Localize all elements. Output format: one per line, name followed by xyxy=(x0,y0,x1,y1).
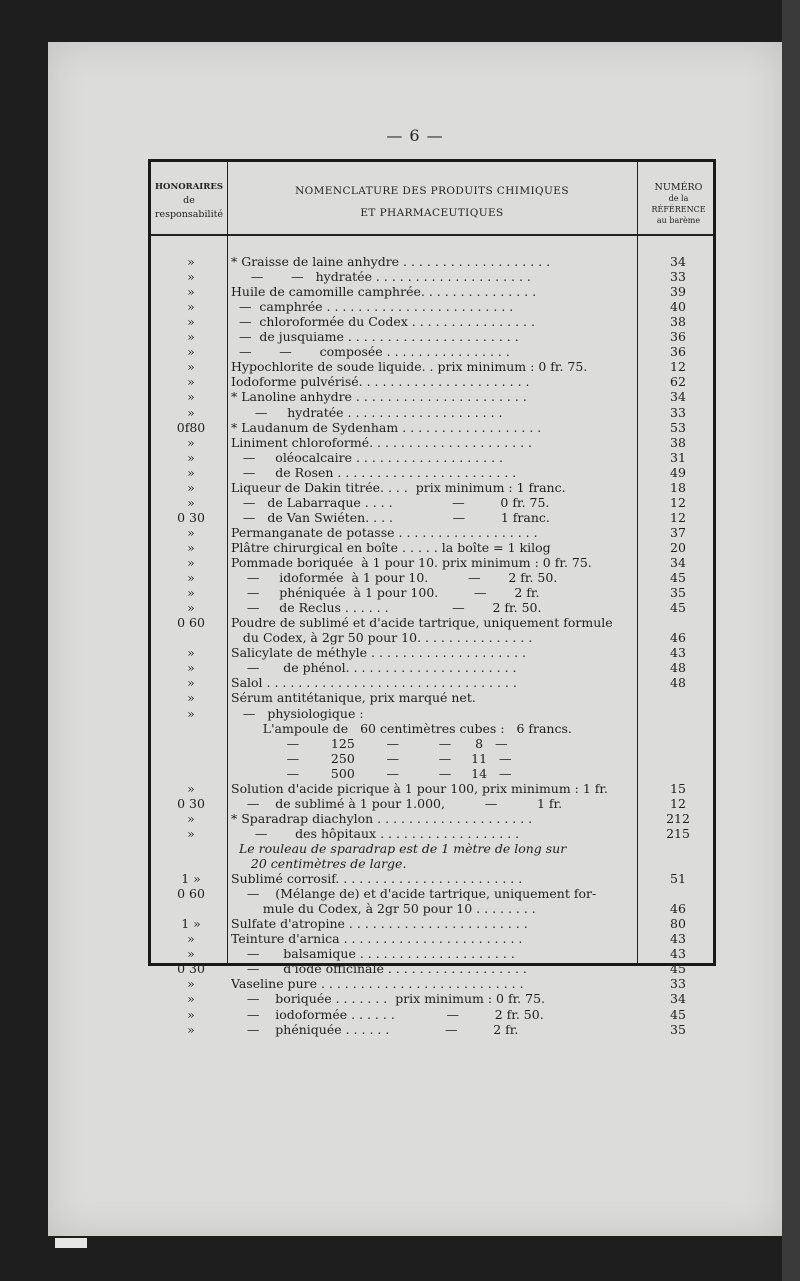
table-row xyxy=(151,796,713,811)
fee-cell: » xyxy=(187,494,195,510)
reference-cell: 35 xyxy=(670,1021,686,1037)
fee-cell: 0 30 xyxy=(177,509,205,525)
fee-cell: » xyxy=(187,389,195,405)
table-row xyxy=(151,660,713,675)
table-row xyxy=(151,871,713,886)
reference-cell: 48 xyxy=(670,660,686,676)
header-reference xyxy=(638,182,719,226)
fee-cell: » xyxy=(187,314,195,330)
reference-cell: 43 xyxy=(670,931,686,947)
fee-cell: » xyxy=(187,374,195,390)
reference-cell: 31 xyxy=(670,449,686,465)
reference-cell: 212 xyxy=(666,810,690,826)
reference-cell: 34 xyxy=(670,389,686,405)
product-cell: Liniment chloroformé. . . . . . . . . . . . . . . . . . . . . xyxy=(231,434,533,450)
fee-cell: 1 » xyxy=(181,871,201,887)
product-cell: — 125 — — 8 — xyxy=(231,735,508,751)
product-cell: — de Labarraque . . . . — 0 fr. 75. xyxy=(231,494,550,510)
product-cell: — phéniquée . . . . . . — 2 fr. xyxy=(231,1021,519,1037)
fee-cell: » xyxy=(187,449,195,465)
fee-cell: » xyxy=(187,359,195,375)
table-row xyxy=(151,314,713,329)
product-cell: Sulfate d'atropine . . . . . . . . . . . . . . . . . . . . . . . xyxy=(231,916,528,932)
reference-cell: 36 xyxy=(670,344,686,360)
reference-cell: 12 xyxy=(670,359,686,375)
reference-cell: 36 xyxy=(670,329,686,345)
product-cell: Teinture d'arnica . . . . . . . . . . . . . . . . . . . . . . . xyxy=(231,931,523,947)
header-reference-line3: RÉFÉRENCE xyxy=(651,205,706,214)
fee-cell: » xyxy=(187,404,195,420)
product-cell: — phéniquée à 1 pour 100. — 2 fr. xyxy=(231,585,540,601)
reference-cell: 215 xyxy=(666,825,690,841)
header-nomenclature xyxy=(231,180,633,224)
product-cell: — boriquée . . . . . . . prix minimum : 0 fr. 75. xyxy=(231,991,546,1007)
reference-cell: 34 xyxy=(670,555,686,570)
product-cell: — de Reclus . . . . . . — 2 fr. 50. xyxy=(231,600,542,616)
reference-cell: 33 xyxy=(670,976,686,992)
table-row xyxy=(151,1007,713,1022)
product-cell: — des hôpitaux . . . . . . . . . . . . . . . . . . xyxy=(231,825,520,841)
fee-cell: » xyxy=(187,539,195,555)
fee-cell: » xyxy=(187,675,195,691)
table-row xyxy=(151,570,713,585)
fee-cell: » xyxy=(187,780,195,796)
table-row xyxy=(151,841,713,856)
header-reference-line2: de la xyxy=(668,194,689,203)
product-cell: — camphrée . . . . . . . . . . . . . . . . . . . . . . . . xyxy=(231,299,514,315)
product-cell: — de Van Swiéten. . . . — 1 franc. xyxy=(231,509,550,525)
table-row xyxy=(151,359,713,374)
product-cell: Poudre de sublimé et d'acide tartrique, uniquement formule xyxy=(231,615,613,631)
product-cell: — de sublimé à 1 pour 1.000, — 1 fr. xyxy=(231,795,563,811)
reference-cell: 43 xyxy=(670,645,686,661)
reference-cell: 38 xyxy=(670,434,686,450)
product-cell: Plâtre chirurgical en boîte . . . . . la boîte = 1 kilog xyxy=(231,539,551,555)
table-row xyxy=(151,405,713,420)
table-row xyxy=(151,901,713,916)
product-cell: — — hydratée . . . . . . . . . . . . . . . . . . . . xyxy=(231,269,531,285)
fee-cell: » xyxy=(187,825,195,841)
header-fees xyxy=(151,180,227,222)
product-cell: — idoformée à 1 pour 10. — 2 fr. 50. xyxy=(231,570,558,586)
reference-cell: 53 xyxy=(670,419,686,435)
table-row xyxy=(151,284,713,299)
table-row xyxy=(151,690,713,705)
product-cell: — physiologique : xyxy=(231,705,364,721)
fee-cell: 0 60 xyxy=(177,615,205,631)
product-cell: Salicylate de méthyle . . . . . . . . . . . . . . . . . . . . xyxy=(231,645,527,661)
product-cell: L'ampoule de 60 centimètres cubes : 6 francs. xyxy=(231,720,572,736)
fee-cell: 0f80 xyxy=(176,419,206,435)
product-cell: Salol . . . . . . . . . . . . . . . . . . . . . . . . . . . . . . . . xyxy=(231,675,517,691)
table-row xyxy=(151,510,713,525)
reference-cell: 15 xyxy=(670,780,686,796)
product-cell: — 250 — — 11 — xyxy=(231,750,512,766)
product-cell: — de jusquiame . . . . . . . . . . . . . . . . . . . . . . xyxy=(231,329,519,345)
table-row xyxy=(151,976,713,991)
product-cell: * Laudanum de Sydenham . . . . . . . . . . . . . . . . . . xyxy=(231,419,542,435)
fee-cell: » xyxy=(187,464,195,480)
fee-cell: » xyxy=(187,524,195,540)
reference-cell: 33 xyxy=(670,269,686,285)
reference-cell: 12 xyxy=(670,509,686,525)
fee-cell: » xyxy=(187,991,195,1007)
fee-cell: 0 30 xyxy=(177,961,205,977)
fee-cell: 1 » xyxy=(181,916,201,932)
reference-cell: 12 xyxy=(670,494,686,510)
fee-cell: » xyxy=(187,269,195,285)
table-row xyxy=(151,706,713,721)
reference-cell: 33 xyxy=(670,404,686,420)
product-cell: — de Rosen . . . . . . . . . . . . . . . . . . . . . . . xyxy=(231,464,517,480)
table-row xyxy=(151,480,713,495)
fee-cell: » xyxy=(187,946,195,962)
fee-cell: » xyxy=(187,254,195,269)
product-cell: Sérum antitétanique, prix marqué net. xyxy=(231,690,476,706)
product-cell: — — composée . . . . . . . . . . . . . . . . xyxy=(231,344,510,360)
product-cell: — oléocalcaire . . . . . . . . . . . . . . . . . . . xyxy=(231,449,503,465)
product-cell: — iodoformée . . . . . . — 2 fr. 50. xyxy=(231,1006,544,1022)
background-edge xyxy=(782,0,800,1281)
table-row xyxy=(151,630,713,645)
header-nomenclature-line2: ET PHARMACEUTIQUES xyxy=(360,207,504,219)
fee-cell: 0 60 xyxy=(177,886,205,902)
reference-cell: 38 xyxy=(670,314,686,330)
table-row xyxy=(151,254,713,269)
document-page xyxy=(48,42,782,1236)
header-reference-line1: NUMÉRO xyxy=(654,182,703,193)
reference-cell: 37 xyxy=(670,524,686,540)
table-row xyxy=(151,811,713,826)
fee-cell: 0 30 xyxy=(177,795,205,811)
product-cell: Huile de camomille camphrée. . . . . . . . . . . . . . . xyxy=(231,284,537,300)
table-row xyxy=(151,991,713,1006)
product-cell: Pommade boriquée à 1 pour 10. prix minimum : 0 fr. 75. xyxy=(231,555,592,570)
fee-cell: » xyxy=(187,645,195,661)
header-fees-sub1: de xyxy=(183,195,195,206)
table-row xyxy=(151,450,713,465)
reference-cell: 20 xyxy=(670,539,686,555)
table-row xyxy=(151,751,713,766)
table-row xyxy=(151,615,713,630)
fee-cell: » xyxy=(187,600,195,616)
product-cell: du Codex, à 2gr 50 pour 10. . . . . . . . . . . . . . . xyxy=(231,630,533,646)
price-table xyxy=(148,159,716,1037)
table-row xyxy=(151,856,713,871)
fee-cell: » xyxy=(187,479,195,495)
product-cell: Solution d'acide picrique à 1 pour 100, prix minimum : 1 fr. xyxy=(231,780,608,796)
table-row xyxy=(151,435,713,450)
reference-cell: 46 xyxy=(670,901,686,917)
product-cell: — chloroformée du Codex . . . . . . . . . . . . . . . . xyxy=(231,314,535,330)
product-cell: — (Mélange de) et d'acide tartrique, uniquement for- xyxy=(231,886,597,902)
product-cell: 20 centimètres de large. xyxy=(231,856,407,871)
table-row xyxy=(151,1022,713,1037)
product-cell: — hydratée . . . . . . . . . . . . . . . . . . . . xyxy=(231,404,503,420)
product-cell: Iodoforme pulvérisé. . . . . . . . . . . . . . . . . . . . . . xyxy=(231,374,530,390)
table-row xyxy=(151,826,713,841)
table-row xyxy=(151,585,713,600)
product-cell: Le rouleau de sparadrap est de 1 mètre de long sur xyxy=(231,840,567,856)
table-row xyxy=(151,766,713,781)
table-row xyxy=(151,931,713,946)
table-row xyxy=(151,916,713,931)
table-row xyxy=(151,540,713,555)
table-row xyxy=(151,420,713,435)
header-reference-line4: au barème xyxy=(656,216,701,225)
reference-cell: 40 xyxy=(670,299,686,315)
product-cell: * Graisse de laine anhydre . . . . . . . . . . . . . . . . . . . xyxy=(231,254,551,269)
fee-cell: » xyxy=(187,570,195,586)
product-cell: — d'iode officinale . . . . . . . . . . . . . . . . . . xyxy=(231,961,527,977)
reference-cell: 34 xyxy=(670,991,686,1007)
reference-cell: 46 xyxy=(670,630,686,646)
product-cell: * Lanoline anhydre . . . . . . . . . . . . . . . . . . . . . . xyxy=(231,389,527,405)
reference-cell: 18 xyxy=(670,479,686,495)
table-row xyxy=(151,781,713,796)
page-number: — 6 — xyxy=(386,126,444,145)
fee-cell: » xyxy=(187,434,195,450)
fee-cell: » xyxy=(187,660,195,676)
header-fees-sub2: responsabilité xyxy=(154,209,224,220)
header-nomenclature-line1: NOMENCLATURE DES PRODUITS CHIMIQUES xyxy=(295,185,569,197)
reference-cell: 45 xyxy=(670,961,686,977)
product-cell: Vaseline pure . . . . . . . . . . . . . . . . . . . . . . . . . . xyxy=(231,976,524,992)
table-row xyxy=(151,886,713,901)
reference-cell: 45 xyxy=(670,600,686,616)
reference-cell: 34 xyxy=(670,254,686,269)
table-row xyxy=(151,389,713,404)
product-cell: Hypochlorite de soude liquide. . prix minimum : 0 fr. 75. xyxy=(231,359,588,375)
product-cell: mule du Codex, à 2gr 50 pour 10 . . . . . . . . xyxy=(231,901,536,917)
table-row xyxy=(151,721,713,736)
fee-cell: » xyxy=(187,284,195,300)
fee-cell: » xyxy=(187,299,195,315)
product-cell: — balsamique . . . . . . . . . . . . . . . . . . . . xyxy=(231,946,515,962)
table-row xyxy=(151,600,713,615)
reference-cell: 62 xyxy=(670,374,686,390)
fee-cell: » xyxy=(187,344,195,360)
fee-cell: » xyxy=(187,931,195,947)
reference-cell: 45 xyxy=(670,1006,686,1022)
reference-cell: 48 xyxy=(670,675,686,691)
fee-cell: » xyxy=(187,976,195,992)
table-row xyxy=(151,465,713,480)
fee-cell: » xyxy=(187,555,195,570)
fee-cell: » xyxy=(187,1021,195,1037)
table-row xyxy=(151,269,713,284)
fee-cell: » xyxy=(187,585,195,601)
reference-cell: 80 xyxy=(670,916,686,932)
reference-cell: 35 xyxy=(670,585,686,601)
table-row xyxy=(151,961,713,976)
fee-cell: » xyxy=(187,690,195,706)
fee-cell: » xyxy=(187,329,195,345)
table-row xyxy=(151,736,713,751)
header-divider xyxy=(151,234,713,236)
table-row xyxy=(151,525,713,540)
reference-cell: 49 xyxy=(670,464,686,480)
product-cell: Liqueur de Dakin titrée. . . . prix minimum : 1 franc. xyxy=(231,479,566,495)
header-fees-title: HONORAIRES xyxy=(155,182,223,192)
product-cell: Permanganate de potasse . . . . . . . . . . . . . . . . . . xyxy=(231,524,538,540)
reference-cell: 12 xyxy=(670,795,686,811)
paper-scrap xyxy=(55,1238,87,1248)
table-row xyxy=(151,675,713,690)
fee-cell: » xyxy=(187,1006,195,1022)
product-cell: — 500 — — 14 — xyxy=(231,765,512,781)
product-cell: Sublimé corrosif. . . . . . . . . . . . . . . . . . . . . . . . xyxy=(231,871,523,887)
reference-cell: 39 xyxy=(670,284,686,300)
product-cell: — de phénol. . . . . . . . . . . . . . . . . . . . . . xyxy=(231,660,517,676)
fee-cell: » xyxy=(187,810,195,826)
product-cell: * Sparadrap diachylon . . . . . . . . . . . . . . . . . . . . xyxy=(231,810,533,826)
reference-cell: 43 xyxy=(670,946,686,962)
table-row xyxy=(151,329,713,344)
table-row xyxy=(151,374,713,389)
reference-cell: 45 xyxy=(670,570,686,586)
fee-cell: » xyxy=(187,705,195,721)
table-row xyxy=(151,946,713,961)
table-row xyxy=(151,555,713,570)
table-row xyxy=(151,645,713,660)
reference-cell: 51 xyxy=(670,871,686,887)
table-row xyxy=(151,344,713,359)
table-row xyxy=(151,495,713,510)
table-row xyxy=(151,299,713,314)
